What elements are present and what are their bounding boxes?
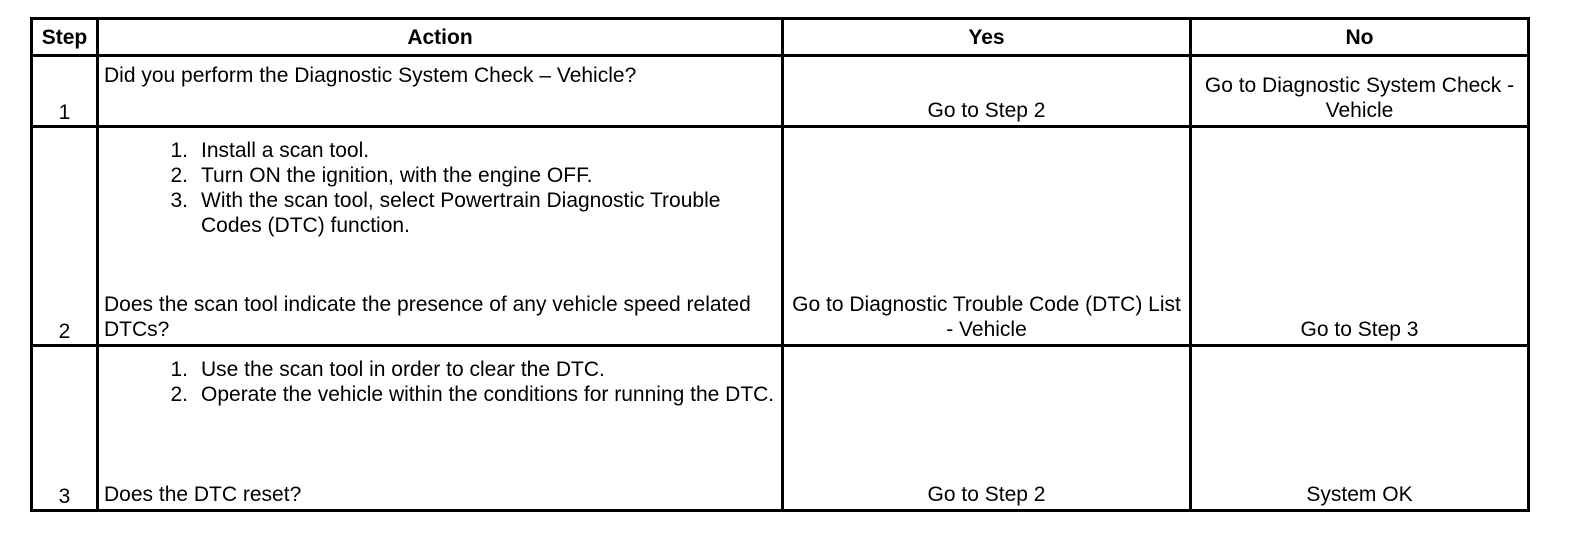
no-text: Go to Diagnostic System Check - Vehicle (1204, 74, 1515, 122)
action-list (104, 138, 776, 238)
question-text: Does the scan tool indicate the presence of any vehicle speed related DTCs? (104, 293, 751, 341)
action-list (104, 357, 776, 407)
list-item: 1. Install a scan tool. (170, 139, 370, 162)
header-row (32, 19, 1529, 56)
list-item: 3. With the scan tool, select Powertrain Diagnostic Trouble Codes (DTC) function. (170, 189, 721, 237)
yes-cell (783, 346, 1191, 511)
no-cell (1191, 127, 1529, 346)
list-item: 2. Operate the vehicle within the conditions for running the DTC. (170, 383, 775, 406)
yes-cell (783, 127, 1191, 346)
action-cell (98, 127, 783, 346)
yes-cell (783, 56, 1191, 127)
yes-text: Go to Step 2 (927, 99, 1046, 122)
question-text: Does the DTC reset? (104, 483, 302, 506)
action-cell (98, 346, 783, 511)
no-cell (1191, 56, 1529, 127)
list-item: 1. Use the scan tool in order to clear the DTC. (170, 358, 605, 381)
yes-text: Go to Diagnostic Trouble Code (DTC) List - Vehicle (792, 293, 1181, 341)
no-text: Go to Step 3 (1300, 318, 1419, 341)
list-item: 2. Turn ON the ignition, with the engine OFF. (170, 164, 593, 187)
header-yes: Yes (783, 19, 1191, 56)
step-number: 2 (32, 127, 98, 346)
table-row (32, 346, 1529, 511)
step-number: 1 (32, 56, 98, 127)
yes-text: Go to Step 2 (927, 483, 1046, 506)
question-text: Did you perform the Diagnostic System Check – Vehicle? (104, 64, 637, 87)
header-no: No (1191, 19, 1529, 56)
no-text: System OK (1306, 483, 1413, 506)
table-row (32, 56, 1529, 127)
no-cell (1191, 346, 1529, 511)
diagnostic-table (30, 17, 1530, 512)
table-row (32, 127, 1529, 346)
header-step: Step (32, 19, 98, 56)
step-number: 3 (32, 346, 98, 511)
header-action: Action (98, 19, 783, 56)
action-cell (98, 56, 783, 127)
